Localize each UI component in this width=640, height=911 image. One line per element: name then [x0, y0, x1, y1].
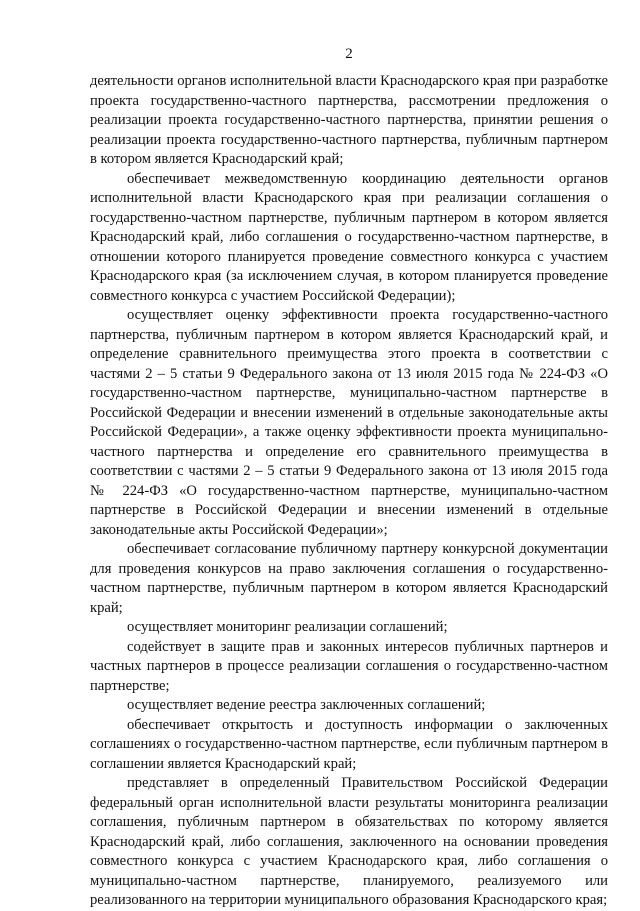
paragraph: осуществляет мониторинг реализации соглашений;	[127, 619, 448, 635]
paragraph: обеспечивает межведомственную координацию деятельности органов исполнительной власти Краснодарского края при реализации соглашения о государственно-частном партнерстве, публичным партнером в котором является Краснодарский край, либо соглашения о государственно-частном партнерстве, в отношении которого планируется проведение совместного конкурса с участием Краснодарского края (за исключением случая, в котором планируется проведение совместного конкурса с участием Российской Федерации);	[90, 170, 608, 304]
paragraph: осуществляет ведение реестра заключенных соглашений;	[127, 697, 486, 713]
paragraph: представляет в определенный Правительством Российской Федерации федеральный орган исполнительной власти результаты мониторинга реализации соглашения, публичным партнером в обязательствах по которому является Краснодарский край, либо соглашения, заключенного на основании проведения совместного конкурса с участием Краснодарского края, либо соглашения о муниципально-частном партнерстве, планируемого, реализуемого или реализованного на территории муниципального образования Краснодарского края;	[90, 775, 608, 908]
paragraph: деятельности органов исполнительной власти Краснодарского края при разработке проекта государственно-частного партнерства, рассмотрении предложения о реализации проекта государственно-частного партнерства, принятии решения о реализации проекта государственно-частного партнерства, публичным партнером в котором является Краснодарский край;	[90, 73, 608, 167]
document-page	[90, 0, 608, 908]
paragraph: осуществляет оценку эффективности проекта государственно-частного партнерства, публичным партнером в котором является Краснодарский край, и определение сравнительного преимущества этого проекта в соответствии с частями 2 – 5 статьи 9 Федерального закона от 13 июля 2015 года № 224-ФЗ «О государственно-частном партнерстве, муниципально-частном партнерстве в Российской Федерации и внесении изменений в отдельные законодательные акты Российской Федерации», а также оценку эффективности проекта муниципально-частного партнерства и определение его сравнительного преимущества в соответствии с частями 2 – 5 статьи 9 Федерального закона от 13 июля 2015 года № 224-ФЗ «О государственно-частном партнерстве, муниципально-частном партнерстве в Российской Федерации и внесении изменений в отдельные законодательные акты Российской Федерации»;	[90, 307, 608, 538]
paragraph: обеспечивает согласование публичному партнеру конкурсной документации для проведения конкурсов на право заключения соглашения о государственно-частном партнерстве, публичным партнером в котором является Краснодарский край;	[90, 541, 608, 616]
document-body	[90, 72, 608, 911]
paragraph: обеспечивает открытость и доступность информации о заключенных соглашениях о государственно-частном партнерстве, если публичным партнером в соглашении является Краснодарский край;	[90, 716, 608, 772]
paragraph: содействует в защите прав и законных интересов публичных партнеров и частных партнеров в процессе реализации соглашения о государственно-частном партнерстве;	[90, 638, 608, 694]
page-number: 2	[345, 46, 353, 62]
